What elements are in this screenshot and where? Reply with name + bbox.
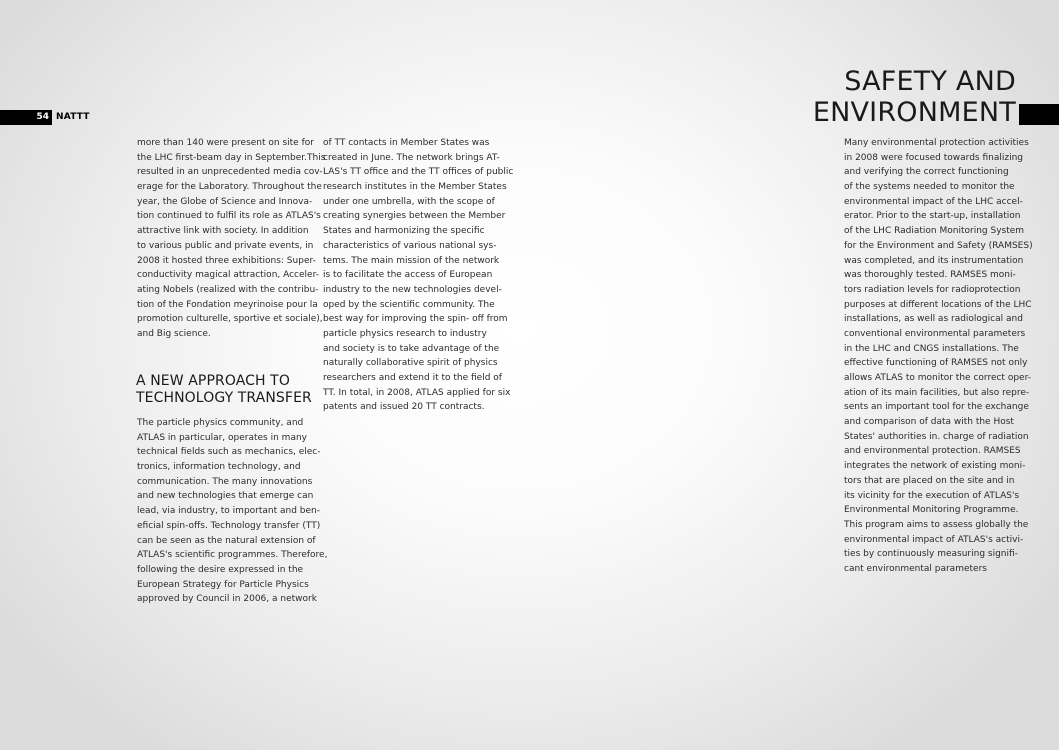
text-column-1 — [137, 136, 325, 342]
text-line: researchers and extend it to the field of — [323, 373, 502, 383]
text-column-3 — [844, 136, 1033, 577]
text-line: The particle physics community, and — [137, 418, 304, 428]
text-line: tems. The main mission of the network — [323, 255, 500, 266]
text-line: TT. In total, in 2008, ATLAS applied for six — [323, 387, 511, 398]
text-line: creating synergies between the Member — [323, 211, 506, 222]
text-column-1-continued — [137, 416, 327, 607]
text-line: created in June. The network brings AT- — [323, 152, 500, 163]
text-line: conductivity magical attraction, Acceler- — [137, 270, 319, 281]
text-line: in 2008 were focused towards finalizing — [844, 152, 1024, 163]
text-line: ation of its main facilities, but also repre- — [844, 387, 1030, 398]
text-line: This program aims to assess globally the — [844, 519, 1029, 530]
text-line: for the Environment and Safety (RAMSES) — [844, 240, 1033, 251]
text-line: attractive link with society. In addition — [137, 226, 309, 237]
title-accent-bar — [1019, 104, 1059, 125]
text-line: under one umbrella, with the scope of — [323, 196, 495, 207]
heading-line: TECHNOLOGY TRANSFER — [136, 389, 312, 406]
text-line: and comparison of data with the Host — [844, 417, 1014, 428]
text-line: Environmental Monitoring Programme. — [844, 505, 1019, 516]
text-line: tion continued to fulfil its role as ATLAS's — [137, 211, 321, 222]
text-line: and environmental protection. RAMSES — [844, 446, 1021, 457]
text-line: ating Nobels (realized with the contribu- — [137, 284, 319, 295]
text-line: Many environmental protection activities — [844, 138, 1029, 148]
page-number: 54 — [0, 110, 52, 125]
text-line: research institutes in the Member States — [323, 182, 507, 193]
text-line: erator. Prior to the start-up, installation — [844, 211, 1021, 222]
text-line: following the desire expressed in the — [137, 564, 304, 575]
text-line: best way for improving the spin- off from — [323, 314, 508, 325]
text-line: effective functioning of RAMSES not only — [844, 358, 1028, 369]
text-line: technical fields such as mechanics, elec- — [137, 447, 321, 458]
text-column-2 — [323, 136, 513, 415]
text-line: eficial spin-offs. Technology transfer (TT) — [137, 520, 321, 531]
text-line: installations, as well as radiological and — [844, 314, 1023, 325]
text-line: tors that are placed on the site and in — [844, 475, 1015, 486]
text-line: purposes at different locations of the LHC — [844, 299, 1032, 310]
text-line: of TT contacts in Member States was — [323, 138, 490, 148]
text-line: of the systems needed to monitor the — [844, 182, 1015, 193]
text-line: cant environmental parameters — [844, 563, 987, 574]
text-line: and Big science. — [137, 328, 211, 339]
text-line: ATLAS's scientific programmes. Therefore, — [137, 550, 328, 561]
text-line: European Strategy for Particle Physics — [137, 579, 309, 590]
text-line: tors radiation levels for radioprotection — [844, 284, 1021, 295]
text-line: resulted in an unprecedented media cov- — [137, 167, 323, 178]
text-line: conventional environmental parameters — [844, 328, 1026, 339]
heading-line: A NEW APPROACH TO — [136, 373, 290, 389]
text-line: ties by continuously measuring signifi- — [844, 549, 1018, 560]
section-label: NATTT — [56, 112, 90, 122]
text-line: to various public and private events, in — [137, 240, 314, 251]
text-line: of the LHC Radiation Monitoring System — [844, 226, 1025, 237]
text-line: can be seen as the natural extension of — [137, 535, 316, 546]
text-line: sents an important tool for the exchange — [844, 402, 1029, 413]
text-line: year, the Globe of Science and Innova- — [137, 196, 313, 207]
text-line: naturally collaborative spirit of physics — [323, 358, 498, 369]
text-line: environmental impact of the LHC accel- — [844, 196, 1023, 207]
title-line: ENVIRONMENT — [812, 97, 1016, 128]
text-line: environmental impact of ATLAS's activi- — [844, 534, 1024, 545]
title-line: SAFETY AND — [844, 66, 1016, 97]
page-title — [813, 66, 1016, 128]
text-line: communication. The many innovations — [137, 476, 313, 487]
text-line: particle physics research to industry — [323, 328, 487, 339]
text-line: promotion culturelle, sportive et sociale), — [137, 314, 323, 325]
text-line: in the LHC and CNGS installations. The — [844, 343, 1019, 354]
text-line: integrates the network of existing moni- — [844, 461, 1026, 472]
section-heading — [136, 373, 312, 406]
text-line: was thoroughly tested. RAMSES moni- — [844, 270, 1016, 281]
text-line: the LHC first-beam day in September.This — [137, 152, 326, 163]
text-line: States' authorities in. charge of radiation — [844, 431, 1029, 442]
text-line: is to facilitate the access of European — [323, 270, 493, 281]
text-line: and new technologies that emerge can — [137, 491, 314, 502]
text-line: erage for the Laboratory. Throughout the — [137, 182, 322, 193]
text-line: more than 140 were present on site for — [137, 138, 314, 148]
text-line: LAS's TT office and the TT offices of public — [323, 167, 514, 178]
text-line: ATLAS in particular, operates in many — [137, 432, 307, 443]
text-line: 2008 it hosted three exhibitions: Super- — [137, 255, 316, 266]
text-line: oped by the scientific community. The — [323, 299, 495, 310]
text-line: approved by Council in 2006, a network — [137, 594, 317, 605]
page-header — [0, 110, 90, 125]
text-line: its vicinity for the execution of ATLAS's — [844, 490, 1020, 501]
text-line: lead, via industry, to important and ben- — [137, 506, 320, 517]
text-line: and society is to take advantage of the — [323, 343, 500, 354]
text-line: was completed, and its instrumentation — [844, 255, 1024, 266]
text-line: tion of the Fondation meyrinoise pour la — [137, 299, 318, 310]
text-line: allows ATLAS to monitor the correct oper- — [844, 373, 1031, 383]
text-line: and verifying the correct functioning — [844, 167, 1009, 178]
text-line: characteristics of various national sys- — [323, 240, 497, 251]
text-line: patents and issued 20 TT contracts. — [323, 402, 485, 413]
text-line: tronics, information technology, and — [137, 462, 301, 473]
text-line: industry to the new technologies devel- — [323, 284, 502, 295]
text-line: States and harmonizing the specific — [323, 226, 485, 237]
